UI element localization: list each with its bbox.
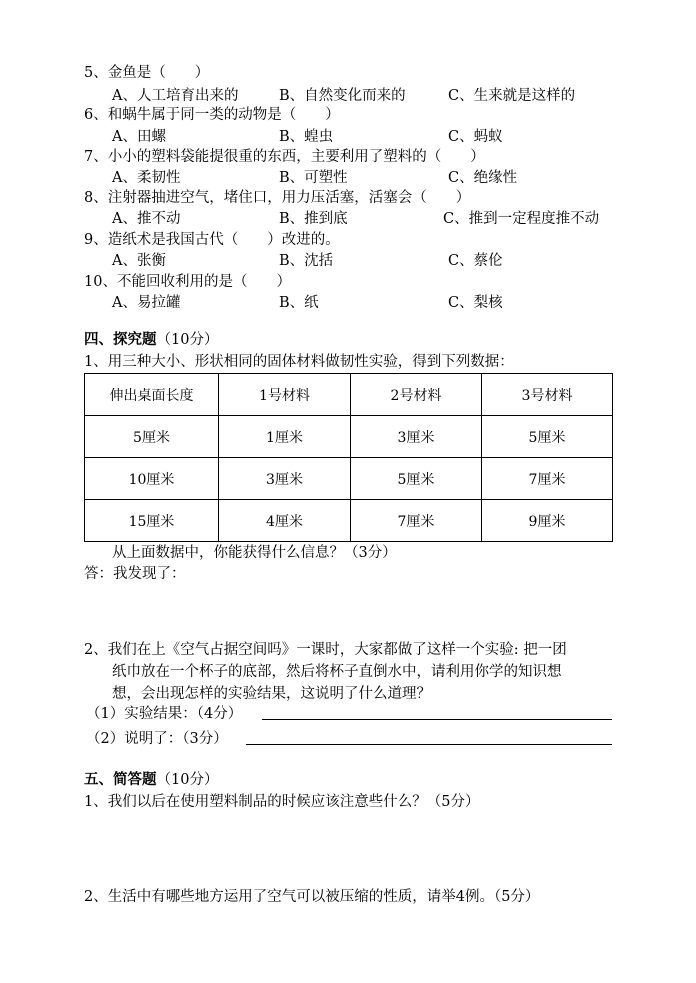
section-5-title: 五、简答题 <box>84 771 157 788</box>
experiment-result-answer-line[interactable] <box>262 719 612 720</box>
section-4-q2-part1-label: （1）实验结果：（4分） <box>86 706 243 722</box>
question-7-stem: 7、小小的塑料袋能提很重的东西，主要利用了塑料的（ ） <box>84 149 485 165</box>
table-cell: 3厘米 <box>351 416 482 458</box>
table-cell: 7厘米 <box>351 500 482 542</box>
section-5-points: （10分） <box>156 772 219 788</box>
table-header-cell: 2号材料 <box>351 374 482 416</box>
section-4-q2-line3: 想，会出现怎样的实验结果，这说明了什么道理？ <box>112 686 431 702</box>
question-5-stem: 5、金鱼是（ ） <box>84 65 210 81</box>
question-6-option-a: A、田螺 <box>112 129 166 145</box>
explanation-answer-line[interactable] <box>246 744 612 745</box>
table-row <box>85 500 613 542</box>
question-6-option-b: B、蝗虫 <box>279 129 334 145</box>
table-cell: 9厘米 <box>482 500 613 542</box>
table-cell: 1厘米 <box>219 416 351 458</box>
question-8-option-b: B、推到底 <box>279 211 348 227</box>
table-cell: 15厘米 <box>85 500 219 542</box>
question-9-option-a: A、张衡 <box>112 253 166 269</box>
section-4-q2-line2: 纸巾放在一个杯子的底部，然后将杯子直倒水中，请利用你学的知识想 <box>112 664 562 680</box>
question-8-stem: 8、注射器抽进空气，堵住口，用力压活塞，活塞会（ ） <box>84 190 471 206</box>
question-10-option-b: B、纸 <box>279 295 319 311</box>
table-cell: 5厘米 <box>85 416 219 458</box>
table-cell: 5厘米 <box>351 458 482 500</box>
section-4-title: 四、探究题 <box>84 331 157 348</box>
question-10-stem: 10、不能回收利用的是（ ） <box>84 274 291 290</box>
question-9-option-b: B、沈括 <box>279 253 334 269</box>
section-5-q2: 2、生活中有哪些地方运用了空气可以被压缩的性质，请举4例。（5分） <box>84 889 540 905</box>
question-5-option-b: B、自然变化而来的 <box>279 88 406 104</box>
table-row <box>85 458 613 500</box>
section-4-heading <box>84 330 218 350</box>
table-header-cell: 1号材料 <box>219 374 351 416</box>
question-9-stem: 9、造纸术是我国古代（ ）改进的。 <box>84 232 340 248</box>
question-5-option-a: A、人工培育出来的 <box>112 88 239 104</box>
question-9-option-c: C、蔡伦 <box>448 253 503 269</box>
question-10-option-a: A、易拉罐 <box>112 295 181 311</box>
question-7-option-b: B、可塑性 <box>279 170 348 186</box>
table-header-cell: 伸出桌面长度 <box>85 374 219 416</box>
section-5-heading <box>84 770 218 790</box>
section-4-q2-part2-label: （2）说明了：（3分） <box>86 731 228 747</box>
question-10-option-c: C、梨核 <box>448 295 503 311</box>
question-6-option-c: C、蚂蚁 <box>448 129 503 145</box>
table-header-row <box>85 374 613 416</box>
table-row <box>85 416 613 458</box>
table-cell: 4厘米 <box>219 500 351 542</box>
question-8-option-a: A、推不动 <box>112 211 181 227</box>
table-cell: 5厘米 <box>482 416 613 458</box>
question-6-stem: 6、和蜗牛属于同一类的动物是（ ） <box>84 107 340 123</box>
section-5-q1: 1、我们以后在使用塑料制品的时候应该注意些什么？（5分） <box>84 794 480 810</box>
table-cell: 7厘米 <box>482 458 613 500</box>
table-cell: 3厘米 <box>219 458 351 500</box>
question-8-option-c: C、推到一定程度推不动 <box>443 211 600 227</box>
table-header-cell: 3号材料 <box>482 374 613 416</box>
section-4-q2-line1: 2、我们在上《空气占据空间吗》一课时，大家都做了这样一个实验: 把一团 <box>84 642 567 658</box>
question-5-option-c: C、生来就是这样的 <box>448 88 576 104</box>
section-4-q1-stem: 1、用三种大小、形状相同的固体材料做韧性实验，得到下列数据： <box>84 354 514 370</box>
section-4-q1-answer-label: 答：我发现了： <box>84 566 186 582</box>
section-4-q1-prompt: 从上面数据中，你能获得什么信息？（3分） <box>112 545 397 561</box>
material-data-table <box>84 373 613 542</box>
question-7-option-c: C、绝缘性 <box>448 170 518 186</box>
question-7-option-a: A、柔韧性 <box>112 170 181 186</box>
table-cell: 10厘米 <box>85 458 219 500</box>
section-4-points: （10分） <box>156 332 219 348</box>
